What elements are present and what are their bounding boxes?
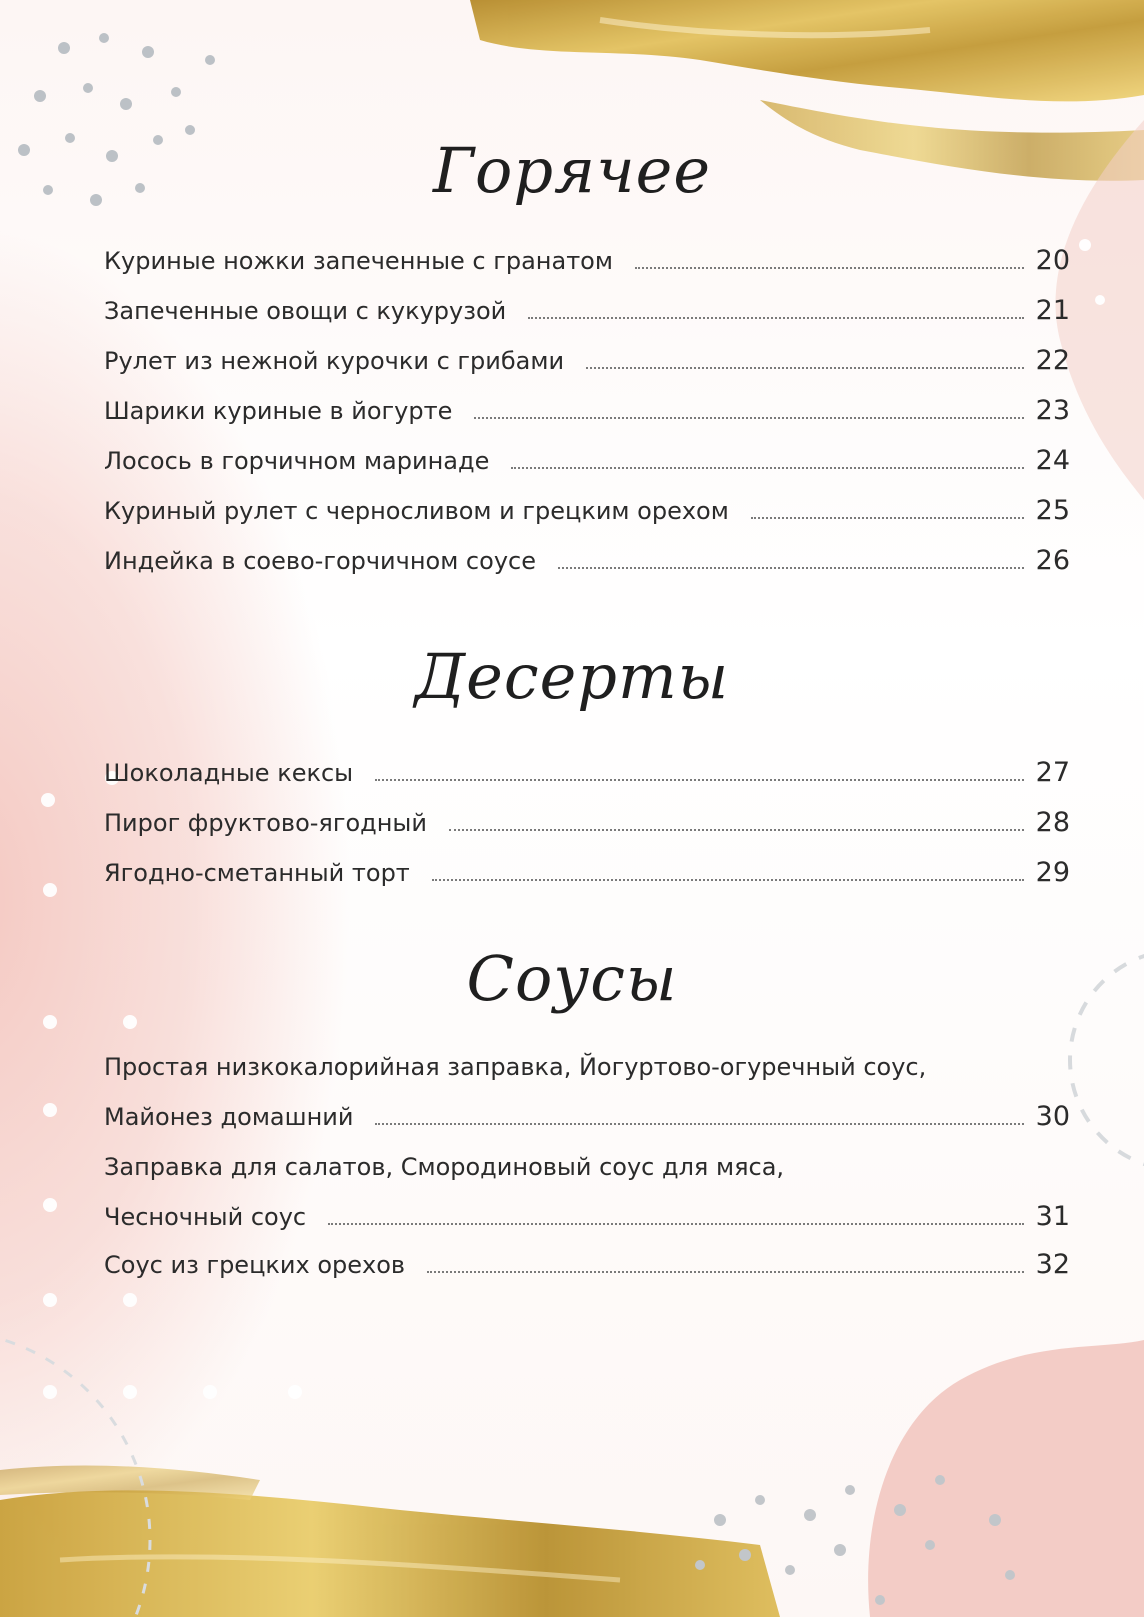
toc-page-number: 24 <box>1035 445 1070 476</box>
toc-dot-leader <box>427 1271 1024 1273</box>
toc-dot-leader <box>432 879 1024 881</box>
toc-title: Соус из грецких орехов <box>104 1251 406 1279</box>
section-heading-sauces: Соусы <box>466 942 678 1015</box>
toc-title-first-line[interactable] <box>104 1142 1070 1182</box>
toc-page-number: 28 <box>1035 807 1070 838</box>
toc-title: Индейка в соево-горчичном соусе <box>104 547 536 575</box>
toc-dot-leader <box>635 267 1024 269</box>
toc-page-number: 21 <box>1035 295 1070 326</box>
toc-row[interactable] <box>104 748 1070 788</box>
section-heading-hot: Горячее <box>432 134 712 207</box>
toc-title: Куриный рулет с черносливом и грецким орехом <box>104 497 729 525</box>
toc-row[interactable] <box>104 286 1070 326</box>
toc-dot-leader <box>328 1223 1024 1225</box>
toc-row[interactable] <box>104 336 1070 376</box>
toc-page-number: 30 <box>1035 1101 1070 1132</box>
toc-dot-leader <box>528 317 1023 319</box>
toc-title: Лосось в горчичном маринаде <box>104 447 490 475</box>
toc-dot-leader <box>449 829 1024 831</box>
toc-page-number: 22 <box>1035 345 1070 376</box>
toc-title: Майонез домашний <box>104 1103 354 1131</box>
toc-page-number: 26 <box>1035 545 1070 576</box>
section-heading-desserts: Десерты <box>414 640 730 713</box>
toc-dot-leader <box>474 417 1023 419</box>
toc-row[interactable] <box>104 1192 1070 1232</box>
toc-page-number: 25 <box>1035 495 1070 526</box>
toc-page-number: 27 <box>1035 757 1070 788</box>
toc-dot-leader <box>511 467 1023 469</box>
toc-row[interactable] <box>104 436 1070 476</box>
toc-row[interactable] <box>104 1240 1070 1280</box>
toc-row[interactable] <box>104 536 1070 576</box>
toc-row[interactable] <box>104 486 1070 526</box>
toc-page-number: 31 <box>1035 1201 1070 1232</box>
toc-row[interactable] <box>104 1092 1070 1132</box>
toc-title: Рулет из нежной курочки с грибами <box>104 347 565 375</box>
toc-title: Пирог фруктово-ягодный <box>104 809 427 837</box>
toc-title: Запеченные овощи с кукурузой <box>104 297 507 325</box>
toc-title: Чесночный соус <box>104 1203 307 1231</box>
toc-dot-leader <box>375 779 1024 781</box>
toc-page-number: 20 <box>1035 245 1070 276</box>
toc-title: Шоколадные кексы <box>104 759 354 787</box>
toc-dot-leader <box>586 367 1024 369</box>
toc-row[interactable] <box>104 848 1070 888</box>
toc-dot-leader <box>558 567 1024 569</box>
toc-title-first-line[interactable] <box>104 1042 1070 1082</box>
toc-title: Заправка для салатов, Смородиновый соус для мяса, <box>104 1153 785 1181</box>
toc-page-number: 32 <box>1035 1249 1070 1280</box>
gold-brush-bottom <box>0 1465 780 1617</box>
toc-title: Простая низкокалорийная заправка, Йогуртово-огуречный соус, <box>104 1053 927 1081</box>
toc-dot-leader <box>375 1123 1023 1125</box>
toc-title: Шарики куриные в йогурте <box>104 397 453 425</box>
toc-row[interactable] <box>104 386 1070 426</box>
toc-page-number: 29 <box>1035 857 1070 888</box>
toc-row[interactable] <box>104 798 1070 838</box>
toc-row[interactable] <box>104 236 1070 276</box>
toc-title: Куриные ножки запеченные с гранатом <box>104 247 613 275</box>
toc-page-number: 23 <box>1035 395 1070 426</box>
toc-dot-leader <box>751 517 1024 519</box>
toc-title: Ягодно-сметанный торт <box>104 859 410 887</box>
